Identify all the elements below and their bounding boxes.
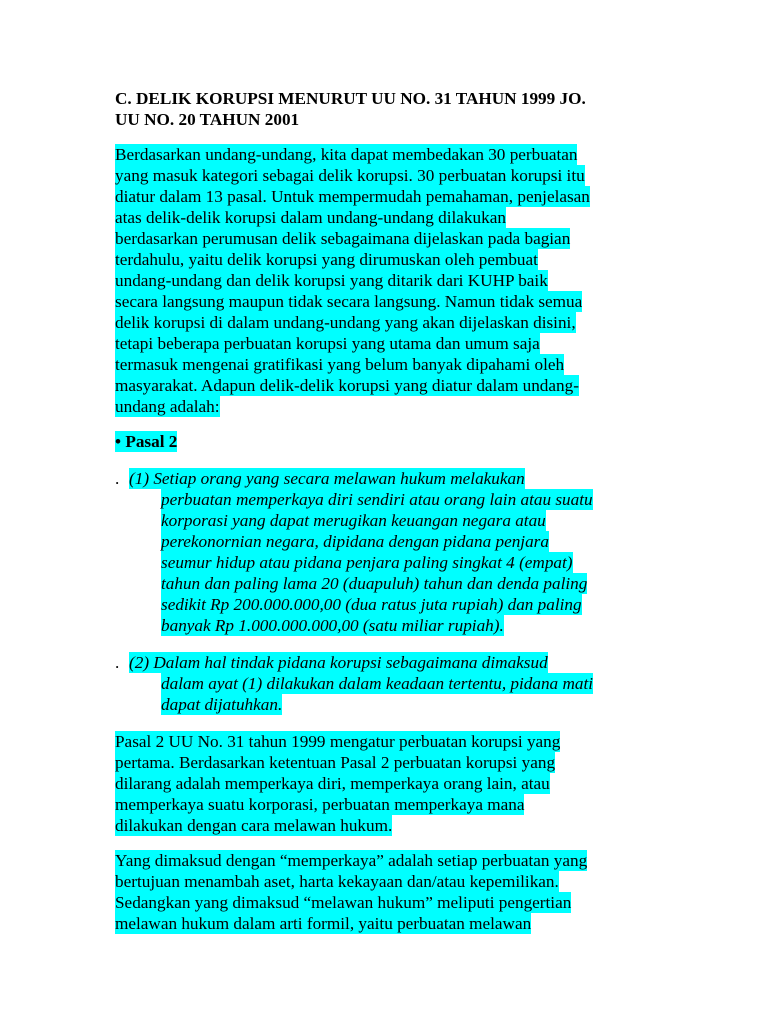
definition-line: Yang dimaksud dengan “memperkaya” adalah setiap perbuatan yang [115,851,588,870]
ayat-line: seumur hidup atau pidana penjara paling singkat 4 (empat) [161,553,573,572]
ayat-item [115,652,655,715]
ayat-bullet: . [115,469,120,488]
intro-line: masyarakat. Adapun delik-delik korupsi yang diatur dalam undang- [115,376,579,395]
document-page [115,88,655,948]
intro-line: delik korupsi di dalam undang-undang yang akan dijelaskan disini, [115,313,576,332]
ayat-line: korporasi yang dapat merugikan keuangan negara atau [161,511,546,530]
ayat-bullet: . [115,653,120,672]
intro-line: Berdasarkan undang-undang, kita dapat membedakan 30 perbuatan [115,145,578,164]
intro-line: termasuk mengenai gratifikasi yang belum banyak dipahami oleh [115,355,565,374]
intro-line: undang adalah: [115,397,220,416]
definition-line: bertujuan menambah aset, harta kekayaan dan/atau kepemilikan. [115,872,559,891]
explanation-line: dilakukan dengan cara melawan hukum. [115,816,393,835]
explanation-line: pertama. Berdasarkan ketentuan Pasal 2 perbuatan korupsi yang [115,753,556,772]
ayat-line: (1) Setiap orang yang secara melawan hukum melakukan [129,469,525,488]
intro-line: undang-undang dan delik korupsi yang ditarik dari KUHP baik [115,271,548,290]
explanation-line: dilarang adalah memperkaya diri, memperkaya orang lain, atau [115,774,550,793]
pasal-heading [115,431,655,452]
ayat-line: sedikit Rp 200.000.000,00 (dua ratus juta rupiah) dan paling [161,595,582,614]
intro-line: berdasarkan perumusan delik sebagaimana dijelaskan pada bagian [115,229,571,248]
ayat-line: tahun dan paling lama 20 (duapuluh) tahun dan denda paling [161,574,588,593]
explanation-paragraph [115,731,655,836]
ayat-item [115,468,655,636]
pasal-heading-text: • Pasal 2 [115,432,178,451]
explanation-line: Pasal 2 UU No. 31 tahun 1999 mengatur perbuatan korupsi yang [115,732,561,751]
ayat-line: (2) Dalam hal tindak pidana korupsi sebagaimana dimaksud [129,653,548,672]
ayat-line: banyak Rp 1.000.000.000,00 (satu miliar rupiah). [161,616,504,635]
intro-line: terdahulu, yaitu delik korupsi yang dirumuskan oleh pembuat [115,250,538,269]
intro-line: secara langsung maupun tidak secara langsung. Namun tidak semua [115,292,583,311]
explanation-line: memperkaya suatu korporasi, perbuatan memperkaya mana [115,795,525,814]
ayat-line: dalam ayat (1) dilakukan dalam keadaan tertentu, pidana mati [161,674,594,693]
section-title-line: C. DELIK KORUPSI MENURUT UU NO. 31 TAHUN 1999 JO. [115,89,586,108]
section-title-line: UU NO. 20 TAHUN 2001 [115,110,300,129]
section-title [115,88,655,130]
definition-paragraph [115,850,655,934]
ayat-line: dapat dijatuhkan. [161,695,283,714]
intro-line: diatur dalam 13 pasal. Untuk mempermudah pemahaman, penjelasan [115,187,590,206]
intro-line: tetapi beberapa perbuatan korupsi yang utama dan umum saja [115,334,540,353]
intro-paragraph [115,144,655,417]
ayat-line: perbuatan memperkaya diri sendiri atau orang lain atau suatu [161,490,593,509]
intro-line: yang masuk kategori sebagai delik korupsi. 30 perbuatan korupsi itu [115,166,585,185]
definition-line: melawan hukum dalam arti formil, yaitu perbuatan melawan [115,914,532,933]
intro-line: atas delik-delik korupsi dalam undang-undang dilakukan [115,208,506,227]
definition-line: Sedangkan yang dimaksud “melawan hukum” meliputi pengertian [115,893,572,912]
ayat-line: perekonornian negara, dipidana dengan pidana penjara [161,532,549,551]
